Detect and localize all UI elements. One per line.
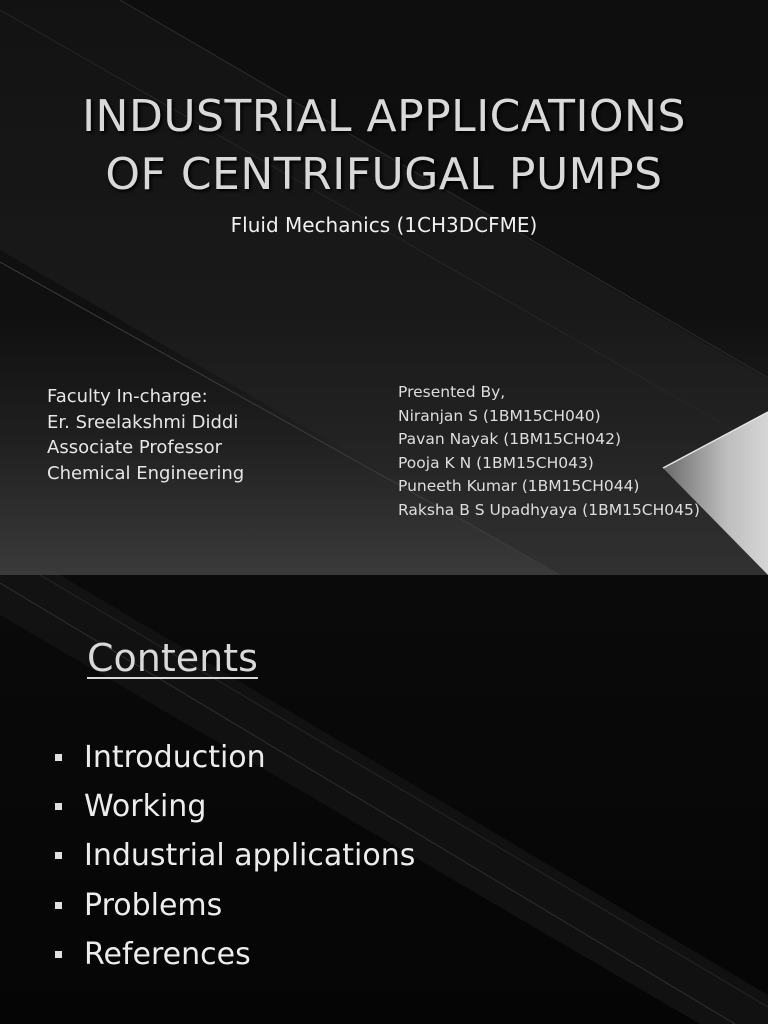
faculty-name: Er. Sreelakshmi Diddi bbox=[47, 411, 239, 433]
faculty-block bbox=[47, 384, 244, 486]
presenters-block bbox=[398, 381, 700, 523]
square-bullet-icon bbox=[55, 951, 62, 958]
slide-subtitle: Fluid Mechanics (1CH3DCFME) bbox=[230, 213, 538, 237]
presenter-name: Niranjan S (1BM15CH040) bbox=[398, 406, 601, 425]
presenter-name: Pooja K N (1BM15CH043) bbox=[398, 453, 594, 472]
presenters-heading: Presented By, bbox=[398, 383, 506, 401]
list-item bbox=[52, 881, 415, 930]
square-bullet-icon bbox=[55, 902, 62, 909]
square-bullet-icon bbox=[55, 803, 62, 810]
faculty-department: Chemical Engineering bbox=[47, 462, 245, 484]
presenter-name: Puneeth Kumar (1BM15CH044) bbox=[398, 477, 640, 496]
list-item bbox=[52, 782, 415, 831]
list-item bbox=[52, 930, 415, 979]
list-item-label: Problems bbox=[84, 887, 223, 923]
slide-title-line-2: OF CENTRIFUGAL PUMPS bbox=[105, 149, 663, 200]
presenter-name: Pavan Nayak (1BM15CH042) bbox=[398, 430, 621, 449]
square-bullet-icon bbox=[55, 852, 62, 859]
list-item bbox=[52, 733, 415, 782]
contents-title: Contents bbox=[87, 636, 258, 680]
slide-title-line-1: INDUSTRIAL APPLICATIONS bbox=[82, 91, 686, 142]
contents-list bbox=[52, 733, 415, 979]
faculty-designation: Associate Professor bbox=[47, 437, 222, 458]
square-bullet-icon bbox=[55, 754, 62, 761]
list-item-label: Industrial applications bbox=[84, 838, 416, 874]
list-item-label: Introduction bbox=[84, 740, 266, 775]
list-item-label: Working bbox=[84, 789, 207, 825]
list-item-label: References bbox=[84, 936, 251, 972]
contents-slide bbox=[0, 575, 768, 1024]
presenter-name: Raksha B S Upadhyaya (1BM15CH045) bbox=[398, 500, 700, 519]
faculty-heading: Faculty In-charge: bbox=[47, 386, 208, 407]
slide-title bbox=[0, 88, 768, 204]
list-item bbox=[52, 831, 415, 880]
